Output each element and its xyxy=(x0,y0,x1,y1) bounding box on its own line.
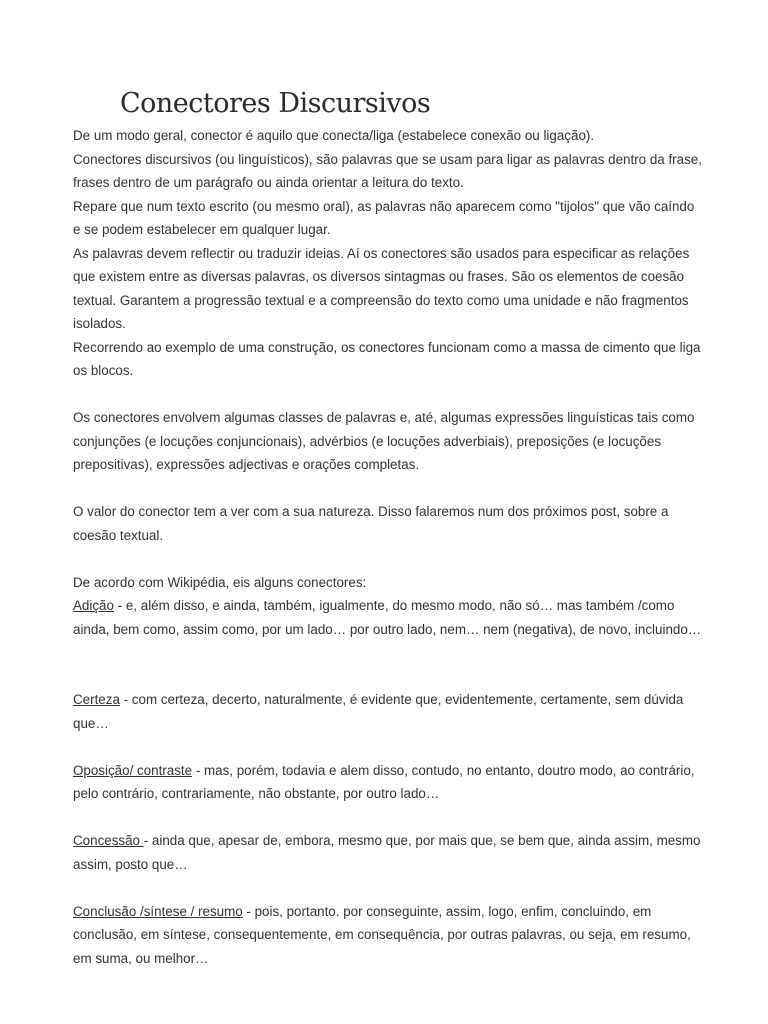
category-label: Adição xyxy=(73,598,114,613)
category-separator: - xyxy=(242,903,255,919)
category-concessao xyxy=(73,829,703,876)
paragraph-discursive-connectors: Conectores discursivos (ou linguísticos), são palavras que se usam para ligar as palavras dentro da frase, frases dentro de um parágrafo ou ainda orientar a leitura do texto. xyxy=(73,151,702,190)
paragraph-spacer xyxy=(73,477,703,501)
paragraph-wikipedia-intro: De acordo com Wikipédia, eis alguns conectores: xyxy=(73,574,367,590)
category-separator: - xyxy=(119,692,132,707)
category-separator: - xyxy=(113,598,126,613)
category-text: pois, portanto. por conseguinte, assim, logo, enfim, concluindo, em conclusão, em síntese, consequentemente, em consequência, por outras palavras, ou seja, em resumo, em suma, ou melhor… xyxy=(73,903,691,966)
category-label: Conclusão /síntese / resumo xyxy=(73,903,243,919)
category-label: Oposição/ contraste xyxy=(73,762,193,778)
document-title: Conectores Discursivos xyxy=(120,88,431,119)
category-separator: - xyxy=(143,833,152,848)
paragraph-bricks: Repare que num texto escrito (ou mesmo oral), as palavras não aparecem como "tijolos" que vão caíndo e se podem estabelecer em qualquer lugar. xyxy=(73,198,695,237)
category-oposicao xyxy=(73,759,703,806)
category-adicao xyxy=(73,594,703,641)
paragraph-spacer xyxy=(73,383,703,407)
category-certeza xyxy=(73,688,703,735)
paragraph-spacer xyxy=(73,735,703,759)
document-body xyxy=(73,124,703,970)
category-text: e, além disso, e ainda, também, igualmente, do mesmo modo, não só… mas também /como ainda, bem como, assim como, por um lado… por outro lado, nem… nem (negativa), de novo, incluindo… xyxy=(73,598,702,637)
paragraph-word-classes: Os conectores envolvem algumas classes de palavras e, até, algumas expressões linguísticas tais como conjunções (e locuções conjuncionais), advérbios (e locuções adverbiais), preposições (e locuções prepositivas), expressões adjectivas e orações completas. xyxy=(73,410,695,472)
category-text: com certeza, decerto, naturalmente, é evidente que, evidentemente, certamente, sem dúvida que… xyxy=(73,692,684,731)
paragraph-definition: De um modo geral, conector é aquilo que conecta/liga (estabelece conexão ou ligação). xyxy=(73,128,595,143)
category-label: Concessão xyxy=(73,833,144,848)
paragraph-value: O valor do conector tem a ver com a sua natureza. Disso falaremos num dos próximos post, sobre a coesão textual. xyxy=(73,504,669,543)
paragraph-ideas: As palavras devem reflectir ou traduzir ideias. Aí os conectores são usados para especificar as relações que existem entre as diversas palavras, os diversos sintagmas ou frases. São os elementos de coesão textual. Garantem a progressão textual e a compreensão do texto como uma unidade e não fragmentos isolados. xyxy=(73,245,690,331)
paragraph-spacer xyxy=(73,806,703,830)
category-conclusao xyxy=(73,900,703,971)
category-label: Certeza xyxy=(73,692,120,707)
paragraph-spacer xyxy=(73,641,703,688)
category-text: mas, porém, todavia e alem disso, contudo, no entanto, doutro modo, ao contrário, pelo contrário, contrariamente, não obstante, por outro lado… xyxy=(73,762,695,801)
category-text: ainda que, apesar de, embora, mesmo que, por mais que, se bem que, ainda assim, mesmo assim, posto que… xyxy=(73,833,701,872)
category-separator: - xyxy=(192,762,204,778)
paragraph-spacer xyxy=(73,547,703,571)
paragraph-spacer xyxy=(73,876,703,900)
paragraph-construction: Recorrendo ao exemplo de uma construção, os conectores funcionam como a massa de cimento que liga os blocos. xyxy=(73,339,701,378)
